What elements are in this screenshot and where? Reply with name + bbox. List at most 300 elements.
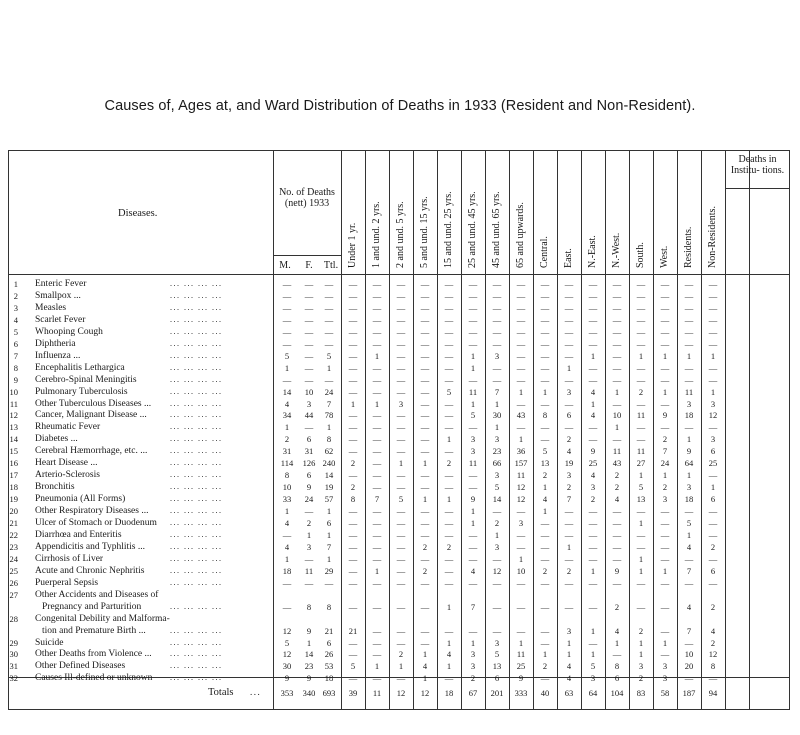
cell-value: 5: [350, 661, 356, 672]
cell-value: —: [612, 302, 622, 313]
cell-value: —: [420, 422, 430, 433]
cell-value: —: [660, 302, 670, 313]
cell-value: —: [564, 290, 574, 301]
cell-value: —: [396, 470, 406, 481]
cell-value: 4: [614, 625, 620, 636]
cell-value: —: [372, 290, 382, 301]
cell-value: —: [372, 601, 382, 612]
cell-value: 2: [446, 458, 452, 469]
cell-value: —: [564, 279, 574, 289]
cell-value: 26: [324, 649, 334, 660]
cell-value: —: [372, 362, 382, 373]
cell-value: 8: [614, 661, 620, 672]
cell-value: —: [540, 374, 550, 385]
cell-value: 8: [284, 470, 290, 481]
cell-value: —: [492, 553, 502, 564]
cell-value: —: [304, 374, 314, 385]
cell-value: 43: [516, 410, 526, 421]
cell-value: —: [372, 649, 382, 660]
cell-value: 4: [542, 494, 548, 505]
cell-value: 5: [326, 350, 332, 361]
cell-value: 27: [636, 458, 646, 469]
cell-value: —: [636, 506, 646, 517]
cell-value: —: [660, 518, 670, 528]
cell-value: 30: [282, 661, 292, 672]
cell-value: 31: [282, 446, 292, 457]
cell-value: —: [708, 279, 718, 289]
cell-value: —: [540, 338, 550, 349]
cell-value: —: [444, 279, 454, 289]
cell-value: —: [324, 338, 334, 349]
cell-value: —: [396, 338, 406, 349]
cell-value: —: [540, 553, 550, 564]
cell-value: —: [396, 625, 406, 636]
cell-value: 4: [284, 398, 290, 409]
cell-value: —: [420, 410, 430, 421]
cell-value: 2: [446, 541, 452, 552]
cell-value: 44: [304, 410, 314, 421]
cell-value: —: [612, 434, 622, 445]
cell-value: —: [444, 338, 454, 349]
cell-value: —: [492, 290, 502, 301]
cell-value: 7: [374, 494, 380, 505]
cell-value: —: [660, 338, 670, 349]
cell-value: 1: [422, 494, 428, 505]
cell-value: —: [468, 482, 478, 493]
cell-value: —: [564, 422, 574, 433]
cell-value: 21: [348, 625, 358, 636]
cell-value: —: [636, 279, 646, 289]
institutions-subheader-rule: [725, 188, 789, 189]
disease-name: Other Accidents and Diseases of: [35, 589, 159, 600]
disease-name: Bronchitis: [35, 482, 75, 493]
cell-value: —: [444, 362, 454, 373]
cell-value: 5: [494, 649, 500, 660]
cell-value: —: [564, 529, 574, 540]
cell-value: —: [372, 637, 382, 648]
cell-value: 10: [684, 649, 694, 660]
cell-value: —: [660, 601, 670, 612]
cell-value: 4: [710, 625, 716, 636]
cell-value: 1: [542, 386, 548, 397]
cell-value: 1: [284, 506, 290, 517]
row-number: 15: [9, 446, 18, 457]
disease-name: Ulcer of Stomach or Duodenum: [35, 518, 157, 528]
row-number: 13: [9, 422, 18, 433]
cell-value: 2: [398, 649, 404, 660]
cell-value: —: [372, 279, 382, 289]
row-number: 31: [9, 661, 18, 672]
cell-value: —: [540, 541, 550, 552]
cell-value: —: [588, 541, 598, 552]
cell-value: 53: [324, 661, 334, 672]
cell-value: 2: [494, 518, 500, 528]
cell-value: 11: [636, 410, 646, 421]
cell-value: 1: [446, 661, 452, 672]
cell-value: 1: [590, 625, 596, 636]
cell-value: —: [660, 374, 670, 385]
cell-value: 1: [590, 565, 596, 576]
cell-value: —: [444, 314, 454, 325]
cell-value: —: [282, 279, 292, 289]
cell-value: —: [540, 302, 550, 313]
cell-value: 9: [306, 673, 312, 684]
cell-value: —: [708, 314, 718, 325]
cell-value: 5: [446, 386, 452, 397]
cell-value: —: [612, 541, 622, 552]
cell-value: 3: [590, 673, 596, 684]
cell-value: —: [396, 362, 406, 373]
disease-name: Diphtheria: [35, 338, 76, 349]
cell-value: 1: [542, 649, 548, 660]
disease-name: Pulmonary Tuberculosis: [35, 386, 128, 397]
totals-dots: ...: [250, 687, 262, 697]
row-number: 20: [9, 506, 18, 517]
cell-value: 2: [662, 482, 668, 493]
cell-value: —: [348, 374, 358, 385]
cell-value: —: [636, 314, 646, 325]
cell-value: —: [468, 302, 478, 313]
cell-value: 1: [326, 529, 332, 540]
cell-value: 3: [566, 386, 572, 397]
cell-value: —: [588, 326, 598, 337]
cell-value: 66: [492, 458, 502, 469]
cell-value: —: [348, 410, 358, 421]
cell-value: —: [708, 290, 718, 301]
cell-value: —: [588, 577, 598, 588]
row-number: 22: [9, 529, 18, 540]
cell-value: —: [540, 518, 550, 528]
cell-value: 6: [326, 518, 332, 528]
cell-value: —: [282, 326, 292, 337]
cell-value: 4: [446, 649, 452, 660]
cell-value: —: [588, 529, 598, 540]
col-header: 45 and und. 65 yrs.: [491, 191, 502, 268]
cell-value: 2: [470, 673, 476, 684]
col-header: West.: [659, 245, 670, 268]
cell-value: —: [540, 350, 550, 361]
cell-value: 7: [686, 565, 692, 576]
disease-name: Puerperal Sepsis: [35, 577, 99, 588]
cell-value: 1: [566, 362, 572, 373]
cell-value: 7: [566, 494, 572, 505]
cell-value: —: [444, 410, 454, 421]
cell-value: —: [444, 290, 454, 301]
cell-value: —: [468, 290, 478, 301]
cell-value: 24: [324, 386, 334, 397]
disease-name: Whooping Cough: [35, 326, 103, 337]
cell-value: —: [636, 326, 646, 337]
cell-value: 8: [350, 494, 356, 505]
cell-value: 10: [282, 482, 292, 493]
cell-value: —: [444, 302, 454, 313]
cell-value: 5: [638, 482, 644, 493]
cell-value: —: [282, 302, 292, 313]
cell-value: 1: [662, 350, 668, 361]
cell-value: 1: [614, 422, 620, 433]
col-header: 65 and upwards.: [515, 202, 526, 268]
cell-value: —: [492, 314, 502, 325]
cell-value: —: [636, 302, 646, 313]
cell-value: 2: [590, 494, 596, 505]
leader-dots: ... ... ... ...: [170, 338, 223, 348]
row-number: 9: [13, 374, 18, 385]
cell-value: —: [564, 314, 574, 325]
cell-value: —: [444, 506, 454, 517]
totals-value: 83: [636, 688, 646, 698]
leader-dots: ... ... ... ...: [170, 506, 223, 516]
cell-value: 11: [636, 446, 646, 457]
cell-value: —: [492, 577, 502, 588]
cell-value: —: [564, 374, 574, 385]
row-number: 3: [13, 302, 18, 313]
cell-value: —: [282, 529, 292, 540]
cell-value: 3: [686, 482, 692, 493]
cell-value: —: [588, 434, 598, 445]
cell-value: 2: [614, 470, 620, 481]
cell-value: —: [540, 290, 550, 301]
cell-value: 1: [710, 482, 716, 493]
disease-name-cont: Pregnancy and Parturition: [42, 601, 142, 612]
row-number: 24: [9, 553, 18, 564]
cell-value: —: [444, 374, 454, 385]
cell-value: —: [468, 374, 478, 385]
cell-value: 3: [662, 673, 668, 684]
cell-value: —: [612, 518, 622, 528]
cell-value: 2: [710, 637, 716, 648]
page-title: Causes of, Ages at, and Ward Distribution of Deaths in 1933 (Resident and Non-Resident).: [104, 98, 696, 114]
cell-value: 8: [326, 601, 332, 612]
cell-value: —: [468, 529, 478, 540]
cell-value: —: [684, 326, 694, 337]
cell-value: 33: [282, 494, 292, 505]
cell-value: —: [420, 601, 430, 612]
cell-value: —: [372, 326, 382, 337]
cell-value: —: [304, 422, 314, 433]
cell-value: —: [304, 577, 314, 588]
cell-value: —: [684, 362, 694, 373]
cell-value: 13: [492, 661, 502, 672]
cell-value: —: [348, 279, 358, 289]
cell-value: —: [636, 434, 646, 445]
cell-value: 1: [662, 565, 668, 576]
cell-value: —: [468, 577, 478, 588]
cell-value: —: [348, 326, 358, 337]
cell-value: 9: [284, 673, 290, 684]
cell-value: —: [304, 314, 314, 325]
cell-value: 2: [422, 541, 428, 552]
cell-value: 5: [284, 350, 290, 361]
cell-value: —: [444, 565, 454, 576]
cell-value: —: [540, 362, 550, 373]
cell-value: 4: [566, 673, 572, 684]
cell-value: 2: [542, 565, 548, 576]
cell-value: —: [564, 601, 574, 612]
cell-value: 1: [398, 458, 404, 469]
cell-value: —: [540, 398, 550, 409]
cell-value: —: [684, 338, 694, 349]
leader-dots: ... ... ... ...: [170, 279, 223, 288]
row-number: 11: [9, 398, 18, 409]
cell-value: 14: [304, 649, 314, 660]
cell-value: —: [396, 446, 406, 457]
cell-value: 1: [470, 506, 476, 517]
cell-value: —: [468, 541, 478, 552]
leader-dots: ... ... ... ...: [170, 326, 223, 336]
cell-value: 1: [566, 637, 572, 648]
cell-value: —: [372, 410, 382, 421]
cell-value: 4: [686, 541, 692, 552]
disease-name: Other Tuberculous Diseases ...: [35, 398, 152, 409]
cell-value: —: [564, 326, 574, 337]
cell-value: 2: [638, 625, 644, 636]
cell-value: —: [396, 386, 406, 397]
disease-name: Pneumonia (All Forms): [35, 494, 126, 505]
cell-value: —: [468, 422, 478, 433]
cell-value: 18: [282, 565, 292, 576]
cell-value: 2: [638, 386, 644, 397]
cell-value: —: [468, 625, 478, 636]
cell-value: 20: [684, 661, 694, 672]
cell-value: 3: [662, 494, 668, 505]
cell-value: 3: [470, 661, 476, 672]
disease-name: Cerebral Hæmorrhage, etc. ...: [35, 446, 148, 457]
cell-value: —: [636, 398, 646, 409]
cell-value: 11: [684, 386, 694, 397]
leader-dots: ... ... ... ...: [170, 577, 223, 587]
cell-value: —: [396, 541, 406, 552]
header-rule: [8, 274, 789, 275]
cell-value: 4: [590, 410, 596, 421]
cell-value: —: [636, 577, 646, 588]
cell-value: 1: [284, 422, 290, 433]
cell-value: 6: [710, 565, 716, 576]
cell-value: 12: [282, 649, 292, 660]
cell-value: 1: [638, 637, 644, 648]
leader-dots: ... ... ... ...: [170, 362, 223, 372]
cell-value: —: [420, 338, 430, 349]
disease-name: Heart Disease ...: [35, 458, 98, 469]
cell-value: —: [516, 529, 526, 540]
cell-value: 18: [684, 494, 694, 505]
cell-value: —: [612, 398, 622, 409]
cell-value: 1: [326, 553, 332, 564]
cell-value: 19: [324, 482, 334, 493]
cell-value: —: [516, 577, 526, 588]
cell-value: —: [444, 577, 454, 588]
cell-value: —: [540, 529, 550, 540]
cell-value: —: [372, 518, 382, 528]
row-number: 32: [9, 673, 18, 684]
cell-value: 3: [518, 518, 524, 528]
cell-value: 9: [590, 446, 596, 457]
cell-value: —: [396, 529, 406, 540]
cell-value: 4: [566, 446, 572, 457]
header-ttl: Ttl.: [323, 260, 339, 271]
cell-value: 3: [470, 446, 476, 457]
cell-value: —: [540, 314, 550, 325]
institutions-group-header: Deaths in Institu- tions.: [730, 154, 785, 176]
cell-value: —: [660, 529, 670, 540]
cell-value: —: [372, 314, 382, 325]
cell-value: 3: [494, 541, 500, 552]
cell-value: 4: [614, 494, 620, 505]
cell-value: —: [348, 518, 358, 528]
cell-value: —: [612, 362, 622, 373]
disease-name: Rheumatic Fever: [35, 422, 101, 433]
cell-value: 3: [566, 625, 572, 636]
cell-value: —: [636, 338, 646, 349]
cell-value: —: [324, 290, 334, 301]
disease-name: Other Respiratory Diseases ...: [35, 506, 149, 517]
cell-value: —: [588, 279, 598, 289]
cell-value: 9: [470, 494, 476, 505]
cell-value: 2: [542, 661, 548, 672]
cell-value: —: [372, 338, 382, 349]
cell-value: 2: [614, 482, 620, 493]
cell-value: —: [588, 338, 598, 349]
row-number: 25: [9, 565, 18, 576]
cell-value: —: [372, 529, 382, 540]
cell-value: 5: [590, 661, 596, 672]
disease-name: Causes Ill-defined or unknown: [35, 673, 153, 684]
cell-value: 1: [662, 386, 668, 397]
cell-value: —: [304, 553, 314, 564]
cell-value: 36: [516, 446, 526, 457]
cell-value: —: [348, 434, 358, 445]
cell-value: 57: [324, 494, 334, 505]
cell-value: —: [636, 422, 646, 433]
totals-value: 201: [490, 688, 504, 698]
cell-value: —: [420, 577, 430, 588]
cell-value: 13: [636, 494, 646, 505]
leader-dots: ... ... ... ...: [170, 410, 223, 420]
leader-dots: ... ... ... ...: [170, 446, 223, 456]
cell-value: —: [516, 290, 526, 301]
cell-value: 1: [638, 518, 644, 528]
disease-name: Congenital Debility and Malforma-: [35, 613, 170, 624]
cell-value: —: [612, 529, 622, 540]
cell-value: 3: [494, 470, 500, 481]
cell-value: 29: [324, 565, 334, 576]
cell-value: 13: [540, 458, 550, 469]
cell-value: —: [444, 422, 454, 433]
cell-value: —: [396, 410, 406, 421]
cell-value: —: [324, 374, 334, 385]
cell-value: —: [708, 362, 718, 373]
cell-value: 9: [686, 446, 692, 457]
cell-value: —: [612, 338, 622, 349]
cell-value: —: [684, 673, 694, 684]
cell-value: 24: [304, 494, 314, 505]
cell-value: —: [444, 673, 454, 684]
cell-value: —: [420, 470, 430, 481]
row-number: 17: [9, 470, 18, 481]
cell-value: —: [444, 398, 454, 409]
leader-dots: ... ... ... ...: [170, 637, 223, 647]
cell-value: 34: [282, 410, 292, 421]
cell-value: —: [636, 290, 646, 301]
cell-value: —: [304, 279, 314, 289]
cell-value: —: [492, 374, 502, 385]
cell-value: 6: [494, 673, 500, 684]
cell-value: 9: [662, 410, 668, 421]
cell-value: —: [396, 314, 406, 325]
cell-value: —: [612, 279, 622, 289]
cell-value: —: [348, 470, 358, 481]
col-header: N.-West.: [611, 232, 622, 268]
cell-value: 11: [304, 565, 314, 576]
